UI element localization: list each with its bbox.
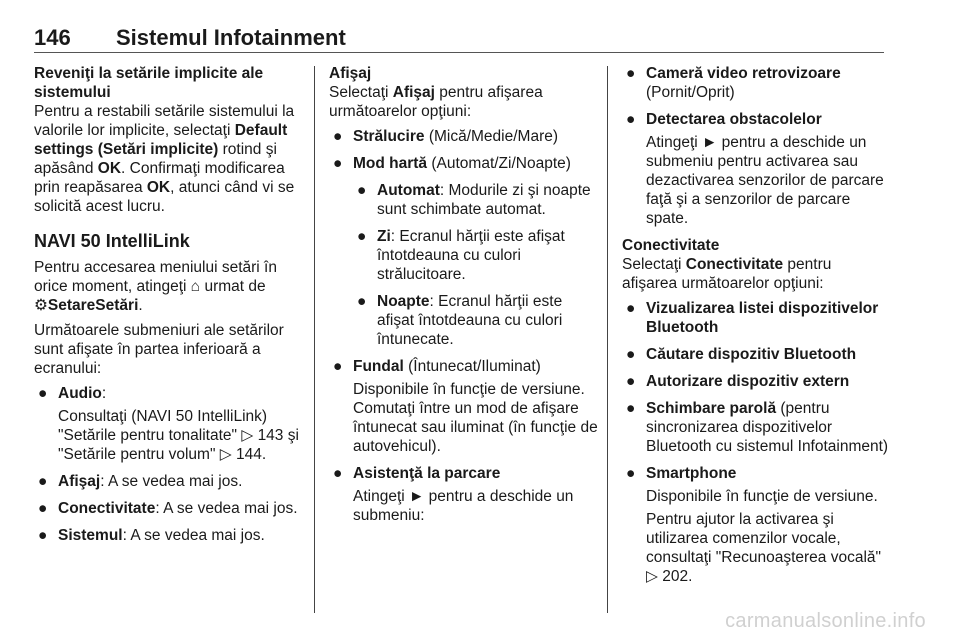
display-intro xyxy=(329,83,599,121)
bullet-icon: ● xyxy=(333,358,343,375)
text: : A se vedea mai jos. xyxy=(155,500,298,517)
list-item xyxy=(622,299,890,337)
bullet-icon: ● xyxy=(38,385,48,402)
text: (Întunecat/Iluminat) xyxy=(403,358,541,375)
navi50-heading: NAVI 50 IntelliLink xyxy=(34,231,190,251)
item-description: Atingeţi ► pentru a deschide un submeniu pentru activarea sau dezactivarea senzorilor de parcare faţă şi a senzorilor de parcare spate. xyxy=(646,134,884,227)
submenu-list xyxy=(34,384,302,545)
bullet-icon: ● xyxy=(357,182,367,199)
bullet-icon: ● xyxy=(626,465,636,482)
gear-icon: ⚙ xyxy=(34,297,48,314)
bullet-icon: ● xyxy=(626,111,636,128)
list-item xyxy=(622,110,890,228)
bullet-icon: ● xyxy=(357,293,367,310)
list-item xyxy=(34,384,302,464)
bold-term: Schimbare parolă xyxy=(646,400,777,417)
list-item xyxy=(34,526,302,545)
bullet-icon: ● xyxy=(626,373,636,390)
bold-term: Default settings (Setări implicite) xyxy=(34,122,288,158)
text: : Modurile zi şi noapte sunt schimbate automat. xyxy=(377,182,591,218)
list-item xyxy=(622,399,890,456)
text: (Automat/Zi/Noapte) xyxy=(427,155,571,172)
list-item xyxy=(622,372,890,391)
page-header xyxy=(34,26,884,54)
bullet-icon: ● xyxy=(626,400,636,417)
bold-term: Smartphone xyxy=(646,465,737,482)
display-options-list xyxy=(329,127,599,173)
text: : Ecranul hărţii este afişat întotdeauna cu culori strălucitoare. xyxy=(377,228,565,283)
list-item xyxy=(329,357,599,456)
list-item xyxy=(329,154,599,173)
bold-term: Căutare dispozitiv Bluetooth xyxy=(646,346,857,363)
column-3 xyxy=(622,64,890,594)
bullet-icon: ● xyxy=(38,527,48,544)
text: . Confirmaţi modificarea prin reapăsarea xyxy=(34,160,285,196)
bullet-icon: ● xyxy=(357,228,367,245)
list-item xyxy=(34,499,302,518)
list-item xyxy=(353,292,599,349)
text: Selectaţi xyxy=(622,256,686,273)
bullet-icon: ● xyxy=(626,346,636,363)
text: rotind şi apăsând xyxy=(34,141,277,177)
column-divider-2 xyxy=(607,66,608,613)
bold-term: OK xyxy=(97,160,122,177)
settings-access-paragraph xyxy=(34,258,302,315)
list-item xyxy=(622,345,890,364)
bold-term: Asistenţă la parcare xyxy=(353,465,501,482)
list-item xyxy=(34,472,302,491)
list-item xyxy=(622,464,890,586)
bullet-icon: ● xyxy=(333,465,343,482)
bullet-icon: ● xyxy=(333,128,343,145)
bold-term: Automat xyxy=(377,182,440,199)
text: Pentru accesarea meniului setări în orice moment, atingeţi xyxy=(34,259,277,295)
item-description: Pentru ajutor la activarea şi utilizarea comenzilor vocale, consultaţi "Recunoaşterea vocală" ▷ 202. xyxy=(646,511,882,585)
bold-term: Fundal xyxy=(353,358,404,375)
display-heading: Afişaj xyxy=(329,65,372,82)
text: : A se vedea mai jos. xyxy=(100,473,243,490)
item-description: Disponibile în funcţie de versiune. Comutaţi între un mod de afişare întunecat sau iluminat (în funcţie de autovehicul). xyxy=(353,381,598,455)
bold-term: Sistemul xyxy=(58,527,123,544)
page-number: 146 xyxy=(34,25,71,50)
connectivity-options-list xyxy=(622,299,890,586)
submenus-paragraph: Următoarele submeniuri ale setărilor sunt afişate în partea inferioară a ecranului: xyxy=(34,322,284,377)
bold-term: Autorizare dispozitiv extern xyxy=(646,373,850,390)
bullet-icon: ● xyxy=(333,155,343,172)
home-icon: ⌂ xyxy=(190,278,201,295)
header-divider xyxy=(34,52,884,53)
text: . xyxy=(138,297,143,314)
bullet-icon: ● xyxy=(626,300,636,317)
bold-term: Afişaj xyxy=(58,473,101,490)
text: urmat de xyxy=(200,278,266,295)
display-options-list-2 xyxy=(329,357,599,525)
connectivity-heading: Conectivitate xyxy=(622,237,720,254)
item-description: Disponibile în funcţie de versiune. xyxy=(646,488,878,505)
bold-term: OK xyxy=(146,179,171,196)
text: Pentru a restabili setările sistemului la valorile lor implicite, selectaţi xyxy=(34,103,295,139)
text: : A se vedea mai jos. xyxy=(122,527,265,544)
reset-defaults-heading: Reveniţi la setările implicite ale sistemului xyxy=(34,65,264,101)
parking-options-list xyxy=(622,64,890,228)
bold-term: Afişaj xyxy=(392,84,435,101)
watermark-text: carmanualsonline.info xyxy=(725,610,926,632)
page-title: Sistemul Infotainment xyxy=(116,25,346,50)
bold-term: SetareSetări xyxy=(47,297,139,314)
bold-term: Audio xyxy=(58,385,102,402)
text: , atunci când vi se solicită acest lucru. xyxy=(34,179,295,215)
text: : xyxy=(101,385,107,402)
bullet-icon: ● xyxy=(38,473,48,490)
map-mode-sublist xyxy=(353,181,599,349)
bold-term: Vizualizarea listei dispozitivelor Bluetooth xyxy=(646,300,879,336)
column-divider-1 xyxy=(314,66,315,613)
bullet-icon: ● xyxy=(38,500,48,517)
bullet-icon: ● xyxy=(626,65,636,82)
bold-term: Zi xyxy=(377,228,391,245)
item-description: (Pornit/Oprit) xyxy=(646,84,735,101)
column-1 xyxy=(34,64,302,553)
item-description: Atingeţi ► pentru a deschide un submeniu: xyxy=(353,488,574,524)
bold-term: Cameră video retrovizoare xyxy=(646,65,841,82)
bold-term: Conectivitate xyxy=(685,256,784,273)
list-item xyxy=(622,64,890,102)
text: Selectaţi xyxy=(329,84,393,101)
list-item xyxy=(353,227,599,284)
list-item xyxy=(329,127,599,146)
column-2 xyxy=(329,64,599,533)
item-description: Consultaţi (NAVI 50 IntelliLink) "Setările pentru tonalitate" ▷ 143 şi "Setările pentru volum" ▷ 144. xyxy=(58,408,299,463)
bold-term: Noapte xyxy=(377,293,430,310)
list-item xyxy=(353,181,599,219)
bold-term: Strălucire xyxy=(353,128,425,145)
connectivity-intro xyxy=(622,255,890,293)
bold-term: Conectivitate xyxy=(58,500,156,517)
bold-term: Detectarea obstacolelor xyxy=(646,111,822,128)
text: pentru afişarea următoarelor opţiuni: xyxy=(329,84,543,120)
text: (pentru sincronizarea dispozitivelor Bluetooth cu sistemul Infotainment) xyxy=(646,400,889,455)
bold-term: Mod hartă xyxy=(353,155,428,172)
text: (Mică/Medie/Mare) xyxy=(424,128,559,145)
text: : Ecranul hărţii este afişat întotdeauna cu culori întunecate. xyxy=(377,293,563,348)
text: pentru afişarea următoarelor opţiuni: xyxy=(622,256,832,292)
list-item xyxy=(329,464,599,525)
reset-defaults-paragraph xyxy=(34,102,302,216)
